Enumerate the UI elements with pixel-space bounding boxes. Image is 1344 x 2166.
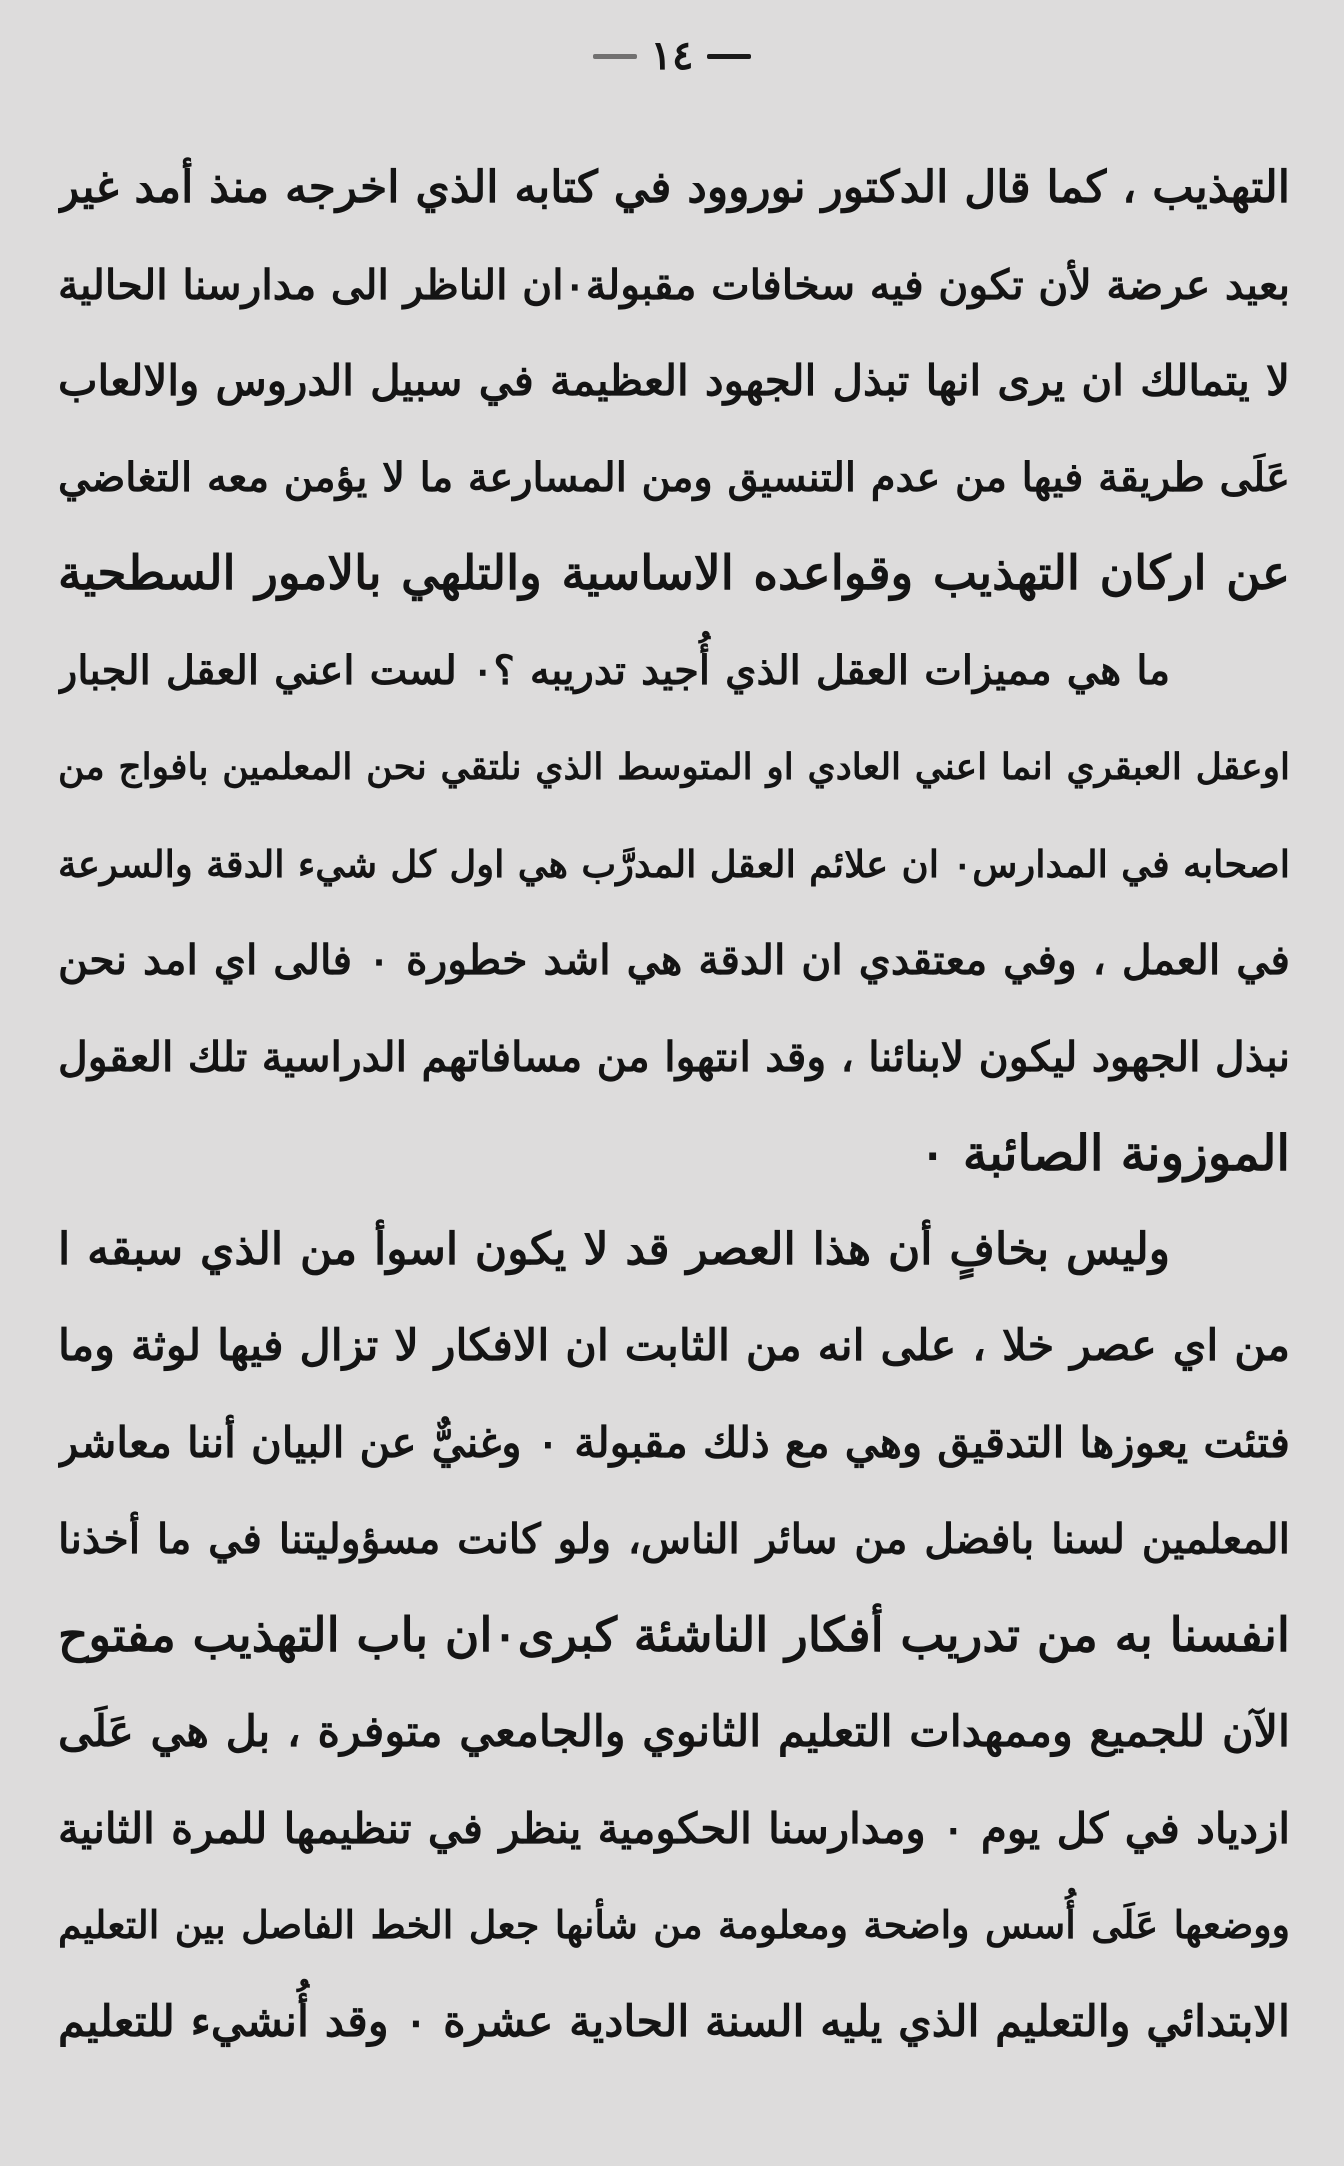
text-line: اصحابه في المدارس٠ ان علائم العقل المدرَّب هي اول كل شيء الدقة والسرعة <box>58 841 1290 886</box>
text-line: المعلمين لسنا بافضل من سائر الناس، ولو كانت مسؤوليتنا في ما أخذنا <box>58 1515 1290 1563</box>
text-line: لا يتمالك ان يرى انها تبذل الجهود العظيمة في سبيل الدروس والالعاب <box>58 356 1290 405</box>
text-line: ووضعها عَلَى أُسس واضحة ومعلومة من شأنها جعل الخط الفاصل بين التعليم <box>58 1902 1290 1947</box>
text-line: نبذل الجهود ليكون لابنائنا ، وقد انتهوا من مسافاتهم الدراسية تلك العقول <box>58 1032 1290 1081</box>
page-header <box>0 32 1344 79</box>
text-line: الآن للجميع وممهدات التعليم الثانوي والجامعي متوفرة ، بل هي عَلَى <box>58 1707 1290 1757</box>
text-line: فتئت يعوزها التدقيق وهي مع ذلك مقبولة ٠ وغنيٌّ عن البيان أننا معاشر <box>58 1417 1290 1467</box>
paragraph-start-line: وليس بخافٍ أن هذا العصر قد لا يكون اسوأ من الذي سبقه ا <box>58 1223 1170 1275</box>
text-line: عَلَى طريقة فيها من عدم التنسيق ومن المسارعة ما لا يؤمن معه التغاضي <box>58 453 1290 501</box>
text-line: اوعقل العبقري انما اعني العادي او المتوسط الذي نلتقي نحن المعلمين بافواج من <box>58 746 1290 788</box>
text-line: بعيد عرضة لأن تكون فيه سخافات مقبولة٠ان الناظر الى مدارسنا الحالية <box>58 260 1290 309</box>
text-line: ازدياد في كل يوم ٠ ومدارسنا الحكومية ينظر في تنظيمها للمرة الثانية <box>58 1803 1290 1853</box>
body-text <box>58 140 1290 2070</box>
text-line: في العمل ، وفي معتقدي ان الدقة هي اشد خطورة ٠ فالى اي امد نحن <box>58 936 1290 984</box>
paragraph-end-line: الموزونة الصائبة ٠ <box>919 1124 1290 1182</box>
text-line: انفسنا به من تدريب أفكار الناشئة كبرى٠ان باب التهذيب مفتوح <box>58 1607 1290 1663</box>
text-line: التهذيب ، كما قال الدكتور نوروود في كتابه الذي اخرجه منذ أمد غير <box>58 162 1290 213</box>
text-line: من اي عصر خلا ، على انه من الثابت ان الافكار لا تزال فيها لوثة وما <box>58 1321 1290 1371</box>
header-ornament-right <box>707 54 751 59</box>
page-number: ١٤ <box>650 32 694 79</box>
text-line: عن اركان التهذيب وقواعده الاساسية والتلهي بالامور السطحية <box>58 546 1290 601</box>
paragraph-start-line: ما هي مميزات العقل الذي أُجيد تدريبه ؟٠ لست اعني العقل الجبار <box>58 646 1171 694</box>
text-line: الابتدائي والتعليم الذي يليه السنة الحادية عشرة ٠ وقد أُنشيء للتعليم <box>58 1996 1290 2047</box>
header-ornament-left <box>593 54 637 59</box>
